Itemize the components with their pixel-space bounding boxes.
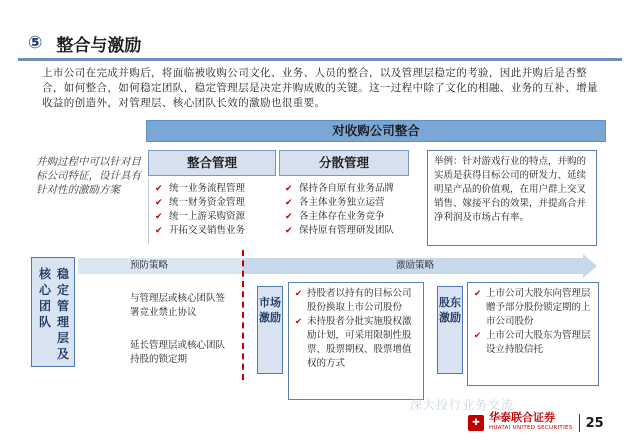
core-team-col-a: 核心团队 (38, 267, 51, 329)
integration-item (149, 210, 276, 224)
integration-item (149, 196, 276, 210)
core-team-col-b: 稳定管理层及 (56, 267, 69, 361)
checkmark-icon: ✔ (155, 198, 163, 208)
arrow-tip-icon (583, 254, 597, 278)
integration-banner: 对收购公司整合 (146, 120, 606, 142)
preventive-label: 预防策略 (130, 260, 169, 271)
intro-text: 上市公司在完成并购后，将面临被收购公司文化、业务、人员的整合，以及管理层稳定的考验，因此并购后是否整合，如何整合，如何稳定团队，稳定管理层是决定并购成败的关键。这一过程中除了文化的相融、业务的互补、增量收益的创造外，对管理层、核心团队长效的激励也很重要。 (42, 67, 598, 109)
decentralized-item-label: 各主体业务独立运营 (299, 197, 385, 208)
brand (489, 413, 573, 433)
brand-name-cn: 华泰联合证券 (489, 411, 555, 424)
integration-item-label: 统一财务资金管理 (169, 197, 246, 208)
market-item (295, 287, 417, 315)
decentralized-item (279, 196, 409, 210)
side-note: 并购过程中可以针对目标公司特征，设计具有针对性的激励方案 (36, 156, 141, 196)
decentralized-item (279, 182, 409, 196)
decentralized-item-label: 保持各自原有业务品牌 (299, 183, 395, 194)
integration-item-label: 统一业务流程管理 (169, 183, 246, 194)
integration-item-label: 统一上游采购资源 (169, 211, 246, 222)
section-header (28, 28, 141, 58)
shareholder-incentive-box (467, 282, 599, 386)
decentralized-list (279, 178, 409, 244)
header-divider (18, 58, 622, 61)
integration-item (149, 182, 276, 196)
integration-heading: 整合管理 (148, 150, 276, 176)
page-number: 25 (585, 415, 604, 431)
integration-item-label: 开拓交叉销售业务 (169, 225, 246, 236)
checkmark-icon: ✔ (285, 226, 293, 236)
checkmark-icon: ✔ (155, 184, 163, 194)
market-incentive-box (288, 282, 424, 400)
holder-item-text: 上市公司大股东向管理层赠予部分股份锁定期的上市公司股份 (486, 288, 591, 327)
checkmark-icon: ✔ (155, 226, 163, 236)
strategy-arrow (78, 258, 598, 274)
decentralized-item-label: 各主体存在业务竞争 (299, 211, 385, 222)
holder-item-text: 上市公司大股东为管理层设立持股信托 (486, 330, 591, 355)
holder-item (474, 287, 592, 329)
strategy-divider (242, 250, 244, 380)
section-number: ⑤ (28, 33, 43, 53)
checkmark-icon: ✔ (474, 289, 482, 299)
footer-separator (579, 414, 580, 432)
market-incentive-label: 市场激励 (257, 286, 283, 374)
brand-name-en: HUATAI UNITED SECURITIES (489, 425, 573, 431)
intro-paragraph (42, 66, 598, 111)
checkmark-icon: ✔ (474, 331, 482, 341)
incentive-label: 激励策略 (396, 260, 435, 271)
preventive-item: 与管理层或核心团队签署竞业禁止协议 (130, 293, 226, 318)
decentralized-item-label: 保持原有管理研发团队 (299, 225, 395, 236)
page-title: 整合与激励 (56, 35, 142, 56)
market-item-text: 未持股者分批实施股权激励计划，可采用限制性股票、股票期权、股票增值权的方式 (307, 316, 412, 369)
shareholder-incentive-label: 股东激励 (437, 286, 463, 374)
checkmark-icon: ✔ (285, 184, 293, 194)
checkmark-icon: ✔ (285, 198, 293, 208)
footer (468, 412, 638, 434)
market-item (295, 315, 417, 371)
company-logo-icon: ✚ (468, 415, 484, 431)
checkmark-icon: ✔ (155, 212, 163, 222)
example-text: 举例：针对游戏行业的特点，并购的实质是获得目标公司的研发力、延续明星产品的价值观，在用户群上交叉销售、嫁接平台的效果，并提高合并净利润及市场占有率。 (434, 156, 587, 223)
holder-item (474, 329, 592, 357)
integration-list (148, 178, 276, 244)
checkmark-icon: ✔ (295, 317, 303, 327)
decentralized-item (279, 210, 409, 224)
checkmark-icon: ✔ (285, 212, 293, 222)
example-box (427, 150, 597, 246)
market-item-text: 持股者以持有的目标公司股份换取上市公司股份 (307, 288, 412, 313)
integration-item (149, 224, 276, 238)
decentralized-heading: 分散管理 (279, 150, 409, 176)
checkmark-icon: ✔ (295, 289, 303, 299)
decentralized-item (279, 224, 409, 238)
preventive-item: 延长管理层或核心团队持股的锁定期 (130, 340, 226, 365)
watermark: 深大投行业务交流 (410, 398, 515, 412)
core-team-label (31, 257, 75, 367)
